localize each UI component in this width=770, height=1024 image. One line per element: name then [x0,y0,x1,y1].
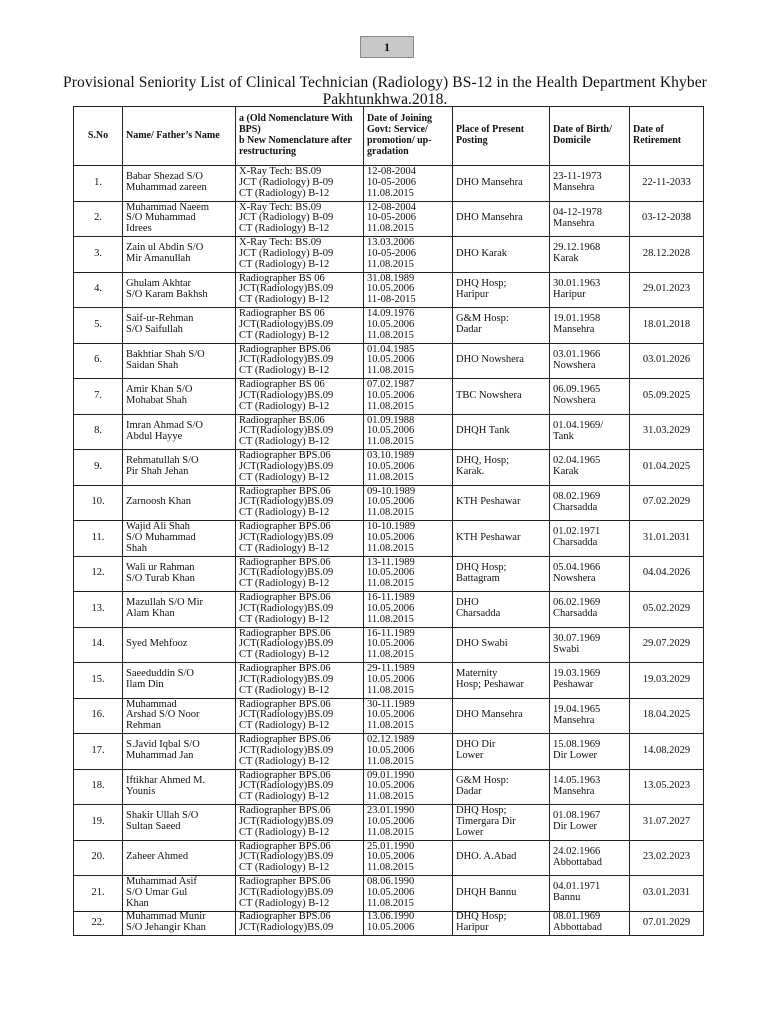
cell-birth-domicile: 04-12-1978 Mansehra [550,201,630,237]
cell-birth-domicile: 08.02.1969 Charsadda [550,485,630,521]
cell-retirement: 31.07.2027 [630,805,704,841]
cell-joining-dates: 08.06.1990 10.05.2006 11.08.2015 [364,876,453,912]
cell-name: Muhammad Naeem S/O Muhammad Idrees [123,201,236,237]
header-birth-domicile: Date of Birth/ Domicile [550,107,630,166]
table-row [74,698,704,734]
cell-name: Muhammad Munir S/O Jehangir Khan [123,911,236,935]
table-row [74,237,704,273]
cell-joining-dates: 02.12.1989 10.05.2006 11.08.2015 [364,734,453,770]
cell-joining-dates: 09.01.1990 10.05.2006 11.08.2015 [364,769,453,805]
cell-birth-domicile: 29.12.1968 Karak [550,237,630,273]
cell-name: Babar Shezad S/O Muhammad zareen [123,166,236,202]
cell-birth-domicile: 01.08.1967 Dir Lower [550,805,630,841]
cell-present-posting: DHO Mansehra [453,166,550,202]
cell-present-posting: KTH Peshawar [453,521,550,557]
cell-joining-dates: 29-11.1989 10.05.2006 11.08.2015 [364,663,453,699]
cell-nomenclature: Radiographer BS.06 JCT(Radiology)BS.09 CT (Radiology) B-12 [236,414,364,450]
cell-birth-domicile: 01.04.1969/ Tank [550,414,630,450]
cell-name: Zarnoosh Khan [123,485,236,521]
table-row [74,876,704,912]
cell-joining-dates: 13-11.1989 10.05.2006 11.08.2015 [364,556,453,592]
cell-joining-dates: 13.06.1990 10.05.2006 [364,911,453,935]
cell-name: Zain ul Abdin S/O Mir Amanullah [123,237,236,273]
cell-sno: 11. [74,521,123,557]
cell-present-posting: DHQ Hosp; Haripur [453,911,550,935]
cell-nomenclature: X-Ray Tech: BS.09 JCT (Radiology) B-09 CT (Radiology) B-12 [236,201,364,237]
table-row [74,272,704,308]
cell-sno: 20. [74,840,123,876]
cell-nomenclature: X-Ray Tech: BS.09 JCT (Radiology) B-09 CT (Radiology) B-12 [236,237,364,273]
cell-sno: 1. [74,166,123,202]
cell-sno: 14. [74,627,123,663]
cell-birth-domicile: 30.07.1969 Swabi [550,627,630,663]
cell-name: Imran Ahmad S/O Abdul Hayye [123,414,236,450]
cell-nomenclature: Radiographer BPS.06 JCT(Radiology)BS.09 CT (Radiology) B-12 [236,698,364,734]
cell-present-posting: Maternity Hosp; Peshawar [453,663,550,699]
cell-sno: 19. [74,805,123,841]
cell-retirement: 31.01.2031 [630,521,704,557]
cell-name: Wajid Ali Shah S/O Muhammad Shah [123,521,236,557]
cell-joining-dates: 01.04.1985 10.05.2006 11.08.2015 [364,343,453,379]
cell-name: Muhammad Asif S/O Umar Gul Khan [123,876,236,912]
cell-name: Zaheer Ahmed [123,840,236,876]
cell-nomenclature: Radiographer BPS.06 JCT(Radiology)BS.09 CT (Radiology) B-12 [236,556,364,592]
cell-nomenclature: Radiographer BPS.06 JCT(Radiology)BS.09 CT (Radiology) B-12 [236,343,364,379]
cell-joining-dates: 07.02.1987 10.05.2006 11.08.2015 [364,379,453,415]
cell-present-posting: DHQH Tank [453,414,550,450]
cell-name: Amir Khan S/O Mohabat Shah [123,379,236,415]
cell-name: Rehmatullah S/O Pir Shah Jehan [123,450,236,486]
cell-sno: 9. [74,450,123,486]
cell-birth-domicile: 04.01.1971 Bannu [550,876,630,912]
cell-joining-dates: 30-11.1989 10.05.2006 11.08.2015 [364,698,453,734]
table-row [74,592,704,628]
header-nomenclature: a (Old Nomenclature With BPS) b New Nomenclature after restructuring [236,107,364,166]
cell-birth-domicile: 01.02.1971 Charsadda [550,521,630,557]
cell-joining-dates: 13.03.2006 10-05-2006 11.08.2015 [364,237,453,273]
cell-sno: 12. [74,556,123,592]
table-row [74,521,704,557]
cell-retirement: 23.02.2023 [630,840,704,876]
cell-joining-dates: 14.09.1976 10.05.2006 11.08.2015 [364,308,453,344]
cell-nomenclature: Radiographer BPS.06 JCT(Radiology)BS.09 CT (Radiology) B-12 [236,840,364,876]
cell-retirement: 28.12.2028 [630,237,704,273]
cell-present-posting: TBC Nowshera [453,379,550,415]
table-row [74,769,704,805]
cell-retirement: 01.04.2025 [630,450,704,486]
header-joining-dates: Date of Joining Govt: Service/ promotion/ up-gradation [364,107,453,166]
cell-joining-dates: 31.08.1989 10.05.2006 11-08-2015 [364,272,453,308]
cell-birth-domicile: 05.04.1966 Nowshera [550,556,630,592]
cell-retirement: 05.02.2029 [630,592,704,628]
cell-retirement: 18.04.2025 [630,698,704,734]
cell-present-posting: DHQ Hosp; Timergara Dir Lower [453,805,550,841]
cell-nomenclature: Radiographer BPS.06 JCT(Radiology)BS.09 CT (Radiology) B-12 [236,805,364,841]
cell-retirement: 19.03.2029 [630,663,704,699]
cell-birth-domicile: 14.05.1963 Mansehra [550,769,630,805]
cell-nomenclature: Radiographer BPS.06 JCT(Radiology)BS.09 CT (Radiology) B-12 [236,450,364,486]
cell-sno: 22. [74,911,123,935]
table-row [74,379,704,415]
table-row [74,627,704,663]
cell-retirement: 07.02.2029 [630,485,704,521]
cell-nomenclature: Radiographer BS 06 JCT(Radiology)BS.09 CT (Radiology) B-12 [236,272,364,308]
cell-present-posting: DHO Mansehra [453,201,550,237]
cell-name: Bakhtiar Shah S/O Saidan Shah [123,343,236,379]
cell-nomenclature: Radiographer BS 06 JCT(Radiology)BS.09 CT (Radiology) B-12 [236,379,364,415]
table-row [74,450,704,486]
cell-present-posting: DHO Mansehra [453,698,550,734]
cell-joining-dates: 10-10.1989 10.05.2006 11.08.2015 [364,521,453,557]
cell-joining-dates: 23.01.1990 10.05.2006 11.08.2015 [364,805,453,841]
cell-retirement: 31.03.2029 [630,414,704,450]
table-body [74,166,704,936]
cell-sno: 7. [74,379,123,415]
header-name: Name/ Father’s Name [123,107,236,166]
cell-retirement: 03-12-2038 [630,201,704,237]
cell-present-posting: DHQH Bannu [453,876,550,912]
cell-nomenclature: Radiographer BPS.06 JCT(Radiology)BS.09 CT (Radiology) B-12 [236,663,364,699]
cell-joining-dates: 12-08-2004 10-05-2006 11.08.2015 [364,201,453,237]
header-present-posting: Place of Present Posting [453,107,550,166]
cell-joining-dates: 12-08-2004 10-05-2006 11.08.2015 [364,166,453,202]
table-row [74,308,704,344]
cell-nomenclature: Radiographer BPS.06 JCT(Radiology)BS.09 [236,911,364,935]
table-row [74,840,704,876]
cell-retirement: 29.07.2029 [630,627,704,663]
cell-retirement: 04.04.2026 [630,556,704,592]
cell-name: Saif-ur-Rehman S/O Saifullah [123,308,236,344]
cell-retirement: 29.01.2023 [630,272,704,308]
cell-retirement: 18.01.2018 [630,308,704,344]
document-title: Provisional Seniority List of Clinical Technician (Radiology) BS-12 in the Health Department Khyber Pakhtunkhwa.2018. [63,74,707,108]
cell-present-posting: DHO Swabi [453,627,550,663]
cell-name: Saeeduddin S/O Ilam Din [123,663,236,699]
cell-name: Muhammad Arshad S/O Noor Rehman [123,698,236,734]
table-row [74,805,704,841]
cell-birth-domicile: 02.04.1965 Karak [550,450,630,486]
table-row [74,201,704,237]
page-number-badge: 1 [360,36,414,58]
cell-present-posting: DHO Karak [453,237,550,273]
table-row [74,485,704,521]
cell-retirement: 14.08.2029 [630,734,704,770]
cell-name: S.Javid Iqbal S/O Muhammad Jan [123,734,236,770]
cell-name: Shakir Ullah S/O Sultan Saeed [123,805,236,841]
cell-birth-domicile: 24.02.1966 Abbottabad [550,840,630,876]
cell-present-posting: DHO Charsadda [453,592,550,628]
cell-birth-domicile: 06.02.1969 Charsadda [550,592,630,628]
cell-present-posting: DHO Dir Lower [453,734,550,770]
cell-sno: 2. [74,201,123,237]
cell-birth-domicile: 30.01.1963 Haripur [550,272,630,308]
cell-joining-dates: 25.01.1990 10.05.2006 11.08.2015 [364,840,453,876]
cell-sno: 21. [74,876,123,912]
cell-birth-domicile: 23-11-1973 Mansehra [550,166,630,202]
table-row [74,734,704,770]
table-row [74,343,704,379]
cell-present-posting: DHO. A.Abad [453,840,550,876]
cell-sno: 8. [74,414,123,450]
cell-name: Ghulam Akhtar S/O Karam Bakhsh [123,272,236,308]
cell-nomenclature: Radiographer BPS.06 JCT(Radiology)BS.09 CT (Radiology) B-12 [236,485,364,521]
cell-birth-domicile: 03.01.1966 Nowshera [550,343,630,379]
cell-joining-dates: 16-11.1989 10.05.2006 11.08.2015 [364,627,453,663]
cell-present-posting: KTH Peshawar [453,485,550,521]
cell-sno: 16. [74,698,123,734]
cell-sno: 13. [74,592,123,628]
cell-sno: 5. [74,308,123,344]
cell-nomenclature: Radiographer BPS.06 JCT(Radiology)BS.09 CT (Radiology) B-12 [236,734,364,770]
cell-nomenclature: Radiographer BPS.06 JCT(Radiology)BS.09 CT (Radiology) B-12 [236,769,364,805]
cell-present-posting: DHQ Hosp; Haripur [453,272,550,308]
cell-nomenclature: Radiographer BPS.06 JCT(Radiology)BS.09 CT (Radiology) B-12 [236,521,364,557]
cell-name: Mazullah S/O Mir Alam Khan [123,592,236,628]
cell-birth-domicile: 19.01.1958 Mansehra [550,308,630,344]
cell-retirement: 07.01.2029 [630,911,704,935]
cell-joining-dates: 16-11.1989 10.05.2006 11.08.2015 [364,592,453,628]
cell-sno: 4. [74,272,123,308]
cell-name: Wali ur Rahman S/O Turab Khan [123,556,236,592]
table-header-row [74,107,704,166]
cell-present-posting: DHQ Hosp; Battagram [453,556,550,592]
cell-retirement: 13.05.2023 [630,769,704,805]
header-retirement: Date of Retirement [630,107,704,166]
cell-joining-dates: 09-10.1989 10.05.2006 11.08.2015 [364,485,453,521]
cell-present-posting: G&M Hosp: Dadar [453,769,550,805]
table-row [74,556,704,592]
cell-retirement: 05.09.2025 [630,379,704,415]
cell-name: Iftikhar Ahmed M. Younis [123,769,236,805]
cell-sno: 15. [74,663,123,699]
header-sno: S.No [74,107,123,166]
cell-nomenclature: X-Ray Tech: BS.09 JCT (Radiology) B-09 CT (Radiology) B-12 [236,166,364,202]
cell-retirement: 03.01.2031 [630,876,704,912]
cell-birth-domicile: 06.09.1965 Nowshera [550,379,630,415]
cell-nomenclature: Radiographer BS 06 JCT(Radiology)BS.09 CT (Radiology) B-12 [236,308,364,344]
cell-sno: 6. [74,343,123,379]
cell-nomenclature: Radiographer BPS.06 JCT(Radiology)BS.09 CT (Radiology) B-12 [236,876,364,912]
cell-joining-dates: 01.09.1988 10.05.2006 11.08.2015 [364,414,453,450]
cell-sno: 10. [74,485,123,521]
table-row [74,414,704,450]
cell-present-posting: DHQ, Hosp; Karak. [453,450,550,486]
cell-birth-domicile: 19.03.1969 Peshawar [550,663,630,699]
cell-sno: 18. [74,769,123,805]
cell-birth-domicile: 08.01.1969 Abbottabad [550,911,630,935]
table-row [74,911,704,935]
table-row [74,166,704,202]
cell-birth-domicile: 15.08.1969 Dir Lower [550,734,630,770]
cell-name: Syed Mehfooz [123,627,236,663]
cell-joining-dates: 03.10.1989 10.05.2006 11.08.2015 [364,450,453,486]
cell-sno: 17. [74,734,123,770]
cell-present-posting: DHO Nowshera [453,343,550,379]
cell-nomenclature: Radiographer BPS.06 JCT(Radiology)BS.09 CT (Radiology) B-12 [236,592,364,628]
cell-sno: 3. [74,237,123,273]
cell-nomenclature: Radiographer BPS.06 JCT(Radiology)BS.09 CT (Radiology) B-12 [236,627,364,663]
cell-retirement: 03.01.2026 [630,343,704,379]
cell-retirement: 22-11-2033 [630,166,704,202]
seniority-table [73,106,704,936]
table-row [74,663,704,699]
cell-birth-domicile: 19.04.1965 Mansehra [550,698,630,734]
cell-present-posting: G&M Hosp: Dadar [453,308,550,344]
